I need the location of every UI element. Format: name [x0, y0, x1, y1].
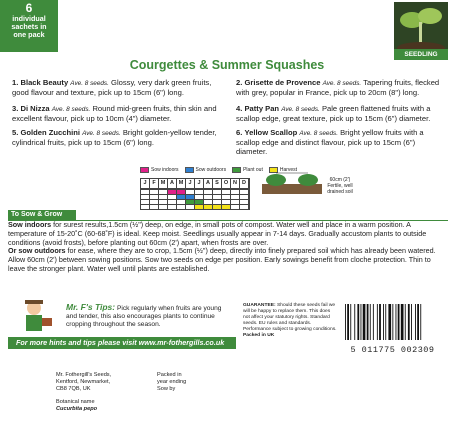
- barcode-bar: [377, 304, 378, 340]
- barcode-digits: 5 011775 002309: [350, 345, 435, 355]
- spacing-diagram: [262, 170, 322, 199]
- barcode-bar: [361, 304, 362, 340]
- barcode: [341, 304, 444, 355]
- guarantee-text: GUARANTEE: Should these seeds fail we will be happy to replace them. This does not affect your statutory rights. Standard seeds. EU rules and standards. Performance subject to growing conditions. Packed in UK: [243, 303, 337, 338]
- badge-line: individual: [12, 14, 46, 23]
- calendar-month: J: [141, 179, 150, 188]
- calendar-cell: [231, 204, 240, 209]
- calendar-cell: [159, 204, 168, 209]
- calendar-grid: [140, 189, 250, 210]
- page-title: Courgettes & Summer Squashes: [129, 58, 325, 72]
- gardener-icon: [12, 298, 58, 336]
- seedling-label: SEEDLING: [394, 49, 448, 60]
- legend-item: Plant out: [232, 167, 263, 173]
- calendar-cell: [222, 204, 231, 209]
- spacing-caption: 60cm (2') Fertile, well drained soil: [327, 177, 353, 195]
- barcode-bar: [357, 304, 359, 340]
- barcode-bar: [392, 304, 393, 340]
- barcode-bar: [347, 304, 349, 340]
- pack-count: 6: [25, 1, 33, 15]
- badge-line: one pack: [13, 30, 45, 39]
- barcode-bar: [398, 304, 400, 340]
- barcode-bar: [411, 304, 412, 340]
- variety-item: 3. Di Nizza Ave. 8 seeds. Round mid-green fruits, thin skin and excellent flavour, pick up to 10cm (4") diameter.: [12, 104, 217, 124]
- packed-info: Packed in year ending Sow by: [157, 372, 187, 392]
- calendar-month: M: [159, 179, 168, 188]
- tips-text: [66, 303, 234, 329]
- barcode-bar: [401, 304, 404, 340]
- variety-item: 6. Yellow Scallop Ave. 8 seeds. Bright yellow fruits with a scallop edge and distinct flavour, pick up to 15cm (6") diameter.: [236, 128, 424, 157]
- variety-item: 1. Black Beauty Ave. 8 seeds. Glossy, very dark green fruits, good flavour and texture, pick up to 15cm (6") long.: [12, 78, 212, 98]
- pack-count-badge: [0, 0, 58, 52]
- calendar-month: S: [213, 179, 222, 188]
- barcode-bar: [396, 304, 397, 340]
- calendar-months: [140, 178, 250, 189]
- calendar-cell: [195, 204, 204, 209]
- seedling-icon: [394, 2, 448, 50]
- calendar-cell: [150, 204, 159, 209]
- calendar-month: N: [231, 179, 240, 188]
- calendar-month: F: [150, 179, 159, 188]
- calendar-cell: [186, 204, 195, 209]
- sow-grow-text: Sow indoors for surest results,1.5cm (½") deep, on edge, in small pots of compost. Water well and place in a warm position. A temperature of 15-20˚C (60-68˚F) is ideal. Keep moist. Seedlings usually appear in 7-14 days. Gradually accustom plants to outside conditions (avoid frosts), before planting out 60cm (2') apart, when frosts are over. Or sow outdoors for ease, where they are to crop, 1.5cm (½") deep, directly into finely prepared soil which has already been watered. Allow 60cm (2') between sowing positions. Sow two seeds on edge per position. Early sowings benefit from cloche protection. Thin to leave the stronger plant. Water well until plants are established.: [8, 220, 436, 273]
- barcode-bar: [388, 304, 391, 340]
- mr-fothergill-illustration: [12, 298, 58, 341]
- plant-spacing-icon: [262, 170, 322, 194]
- barcode-bar: [420, 304, 421, 340]
- legend-swatch: [232, 167, 241, 173]
- barcode-bar: [405, 304, 406, 340]
- barcode-bar: [379, 304, 381, 340]
- variety-item: 4. Patty Pan Ave. 8 seeds. Pale green flattened fruits with a scallop edge, great texture, pick up to 15cm (6") diameter.: [236, 104, 431, 124]
- barcode-bar: [385, 304, 386, 340]
- calendar-month: J: [195, 179, 204, 188]
- calendar-month: M: [177, 179, 186, 188]
- calendar-cell: [141, 204, 150, 209]
- variety-item: 2. Grisette de Provence Ave. 8 seeds. Tapering fruits, flecked with grey, popular in France, pick up to 20cm (8") long.: [236, 78, 440, 98]
- barcode-bar: [415, 304, 416, 340]
- barcode-bar: [417, 304, 419, 340]
- legend-item: Sow outdoors: [185, 167, 227, 173]
- badge-line: sachets in: [11, 22, 47, 31]
- legend-swatch: [185, 167, 194, 173]
- barcode-bars: [341, 304, 444, 340]
- calendar-cell: [213, 204, 222, 209]
- seedling-photo: [394, 2, 448, 60]
- tips-body: Pick regularly when fruits are young and tender, this also encourages plants to continue cropping throughout the season.: [66, 305, 222, 328]
- legend-item: Sow indoors: [140, 167, 179, 173]
- calendar-month: J: [186, 179, 195, 188]
- legend-item: Harvest: [269, 167, 297, 173]
- calendar-month: A: [168, 179, 177, 188]
- barcode-bar: [370, 304, 371, 340]
- calendar-cell: [204, 204, 213, 209]
- calendar-month: D: [240, 179, 249, 188]
- calendar-month: A: [204, 179, 213, 188]
- header-band: [0, 0, 454, 60]
- barcode-bar: [354, 304, 355, 340]
- barcode-bar: [350, 304, 351, 340]
- sow-grow-heading: To Sow & Grow: [8, 210, 76, 220]
- barcode-bar: [373, 304, 374, 340]
- barcode-bar: [383, 304, 384, 340]
- sowing-calendar: [140, 178, 250, 210]
- variety-item: 5. Golden Zucchini Ave. 8 seeds. Bright golden-yellow tender, cylindrical fruits, pick up to 15cm (6") long.: [12, 128, 217, 148]
- barcode-bar: [367, 304, 369, 340]
- more-tips-banner: For more hints and tips please visit www.mr-fothergills.co.uk: [8, 337, 236, 349]
- company-address: Mr. Fothergill's Seeds, Kentford, Newmarket, CB8 7QB, UK Botanical name Cucurbita pepo: [56, 372, 112, 412]
- calendar-row: [141, 204, 249, 209]
- barcode-bar: [363, 304, 366, 340]
- calendar-cell: [168, 204, 177, 209]
- calendar-cell: [240, 204, 249, 209]
- barcode-bar: [345, 304, 346, 340]
- calendar-month: O: [222, 179, 231, 188]
- calendar-cell: [177, 204, 186, 209]
- barcode-bar: [408, 304, 410, 340]
- legend-swatch: [140, 167, 149, 173]
- tips-title: Mr. F's Tips:: [66, 302, 116, 312]
